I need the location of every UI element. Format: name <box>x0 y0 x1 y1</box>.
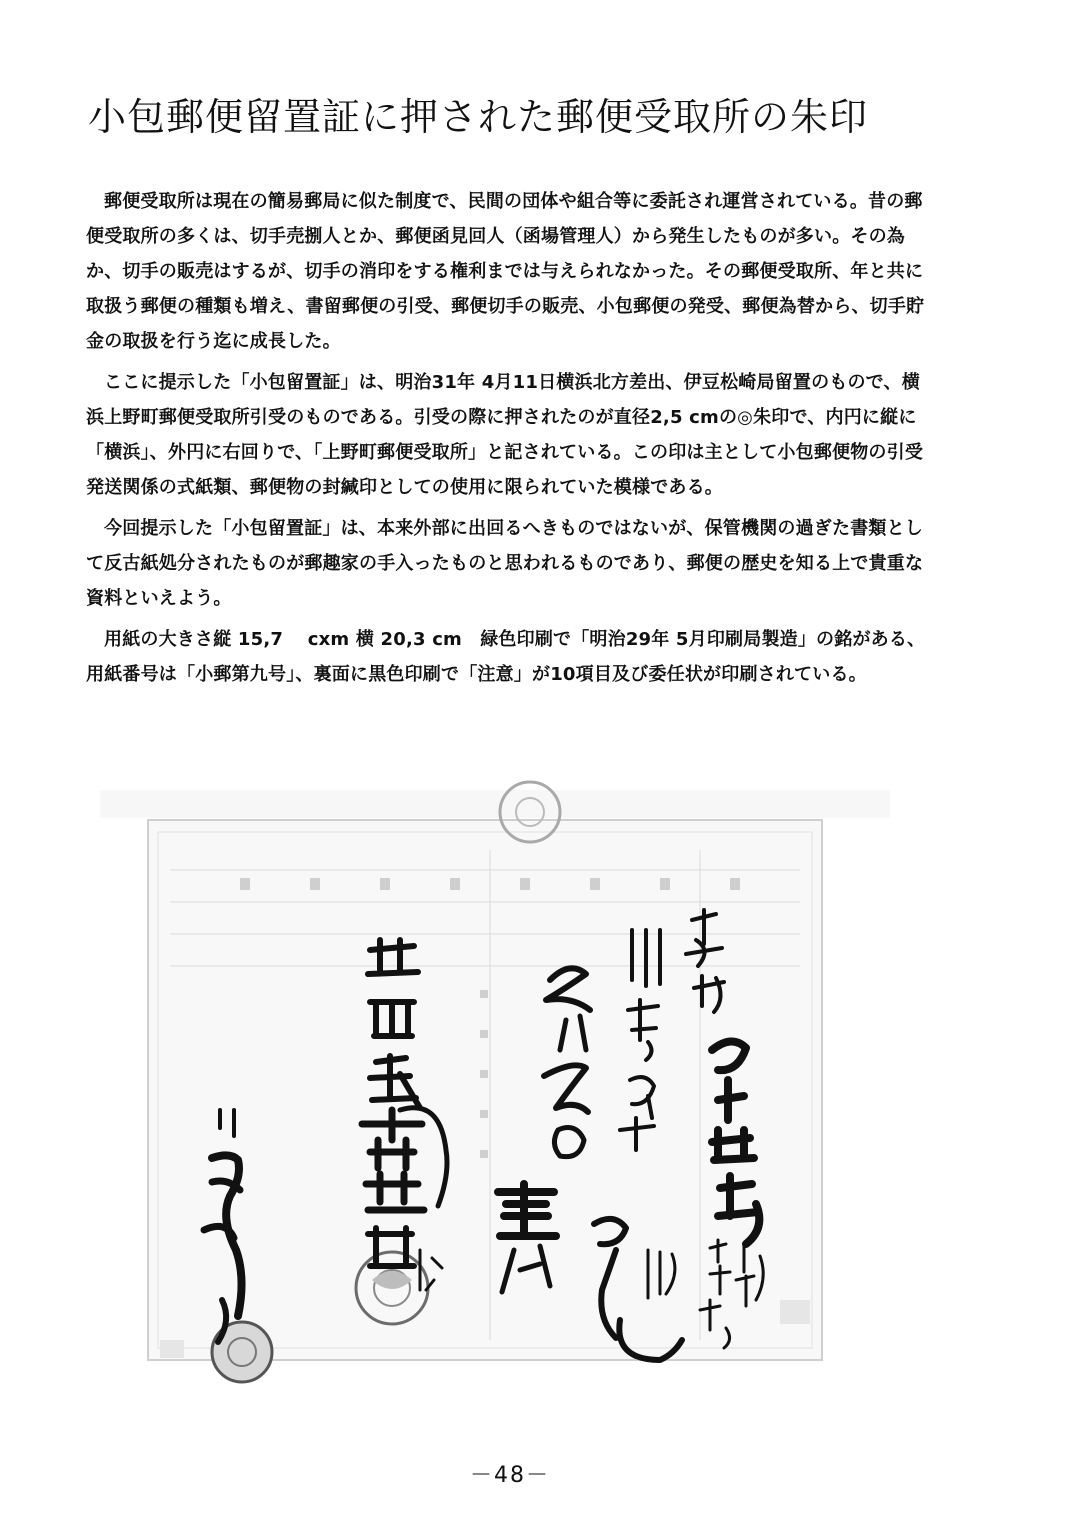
article-body <box>86 184 934 698</box>
page-number: －48－ <box>470 1463 550 1488</box>
paragraph-1: 郵便受取所は現在の簡易郵局に似た制度で、民間の団体や組合等に委託され運営されている。昔の郵便受取所の多くは、切手売捌人とか、郵便函見回人（函場管理人）から発生したものが多い。その為か、切手の販売はするが、切手の消印をする権利までは与えられなかった。その郵便受取所、年と共に取扱う郵便の種類も増え、書留郵便の引受、郵便切手の販売、小包郵便の発受、郵便為替から、切手貯金の取扱を行う迄に成長した。 <box>86 191 925 352</box>
scanned-postal-certificate-image <box>100 780 890 1400</box>
page-title: 小包郵便留置証に押された郵便受取所の朱印 <box>88 95 869 139</box>
scanned-certificate-graphic <box>100 780 890 1400</box>
paragraph-4: 用紙の大きさ縦 15,7 cxm 横 20,3 cm 緑色印刷で「明治29年 5月印刷局製造」の銘がある、用紙番号は「小郵第九号」、裏面に黒色印刷で「注意」が10項目及び委任状が印刷されている。 <box>86 629 926 685</box>
paragraph-3: 今回提示した「小包留置証」は、本来外部に出回るへきものではないが、保管機関の過ぎた書類として反古紙処分されたものが郵趣家の手入ったものと思われるものであり、郵便の歴史を知る上で貴重な資料といえよう。 <box>86 518 924 609</box>
paragraph-2: ここに提示した「小包留置証」は、明治31年 4月11日横浜北方差出、伊豆松崎局留置のもので、横浜上野町郵便受取所引受のものである。引受の際に押されたのが直径2,5 cmの◎朱印で、内円に縦に「横浜」、外円に右回りで、「上野町郵便受取所」と記されている。この印は主として小包郵便物の引受発送関係の式紙類、郵便物の封緘印としての使用に限られていた模様である。 <box>86 372 924 498</box>
